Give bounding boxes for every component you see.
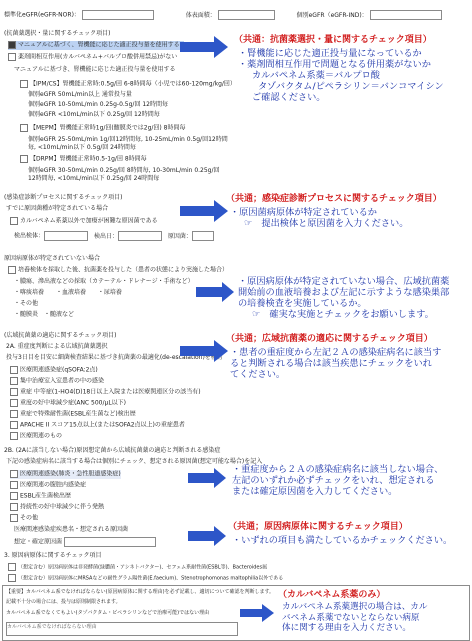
callout4-heading: （共通；広域抗菌薬の適応に関するチェック項目） [226, 334, 433, 344]
check-dose[interactable] [8, 41, 184, 50]
arrow-icon [188, 468, 228, 488]
drug-line: 個別eGFR 10-50mL/min 0.25g-0.5g/回 12時間毎 [28, 101, 168, 108]
callout1-line: カルバペネム系薬＝バルプロ酸 [252, 70, 380, 81]
severity-item[interactable] [10, 377, 104, 386]
callout1-line: ・腎機能に応じた適正投与量になっているか [238, 48, 422, 59]
reason-question-label: カルバペネム系でなくてもよい(タゾバクタム・ピペラシリンなどで治療可能)ではない理由 [6, 610, 210, 616]
callout7-line: 体に関する理由を入力ください。 [282, 623, 411, 633]
checkbox-pathogen[interactable] [10, 481, 18, 489]
callout5-body [232, 464, 443, 497]
section7-title: 【重要】カルバペネム系でなければならない(原因病原体に関する理由)を必ず記載し、適切について確認を判断します。 [6, 589, 275, 595]
section7-sub: 記載不十分の場合には、投与は原則制限されます。 [6, 599, 121, 605]
egfr-label: 標準化eGFR(eGFR-NOR)： [4, 11, 80, 19]
severity-item[interactable] [10, 410, 136, 419]
callout1-body [238, 48, 444, 103]
checkbox-pathogen[interactable] [10, 514, 18, 522]
callout3-line: ・原因病原体が特定されていない場合、広域抗菌薬 [238, 276, 450, 287]
specimen-input[interactable] [44, 231, 88, 241]
causative-item-label: （想定含む）原因病原体にMRSAなどの耐性グラム陽性菌(E.faecium)、Stenotrophomonas maltophilia以外である [18, 575, 284, 582]
manual-title: マニュアルに基づき、腎機能に応じた適正投与量を使用する [14, 66, 176, 73]
drug-ipm-label: 【IPM/CS】腎機能正常時:0.5g/回 6-8時間毎（小児では60-120mg/kg/回） [30, 80, 236, 88]
egfr-input[interactable] [82, 10, 154, 20]
checkbox-pathogen[interactable] [10, 470, 18, 478]
severity-item-label: 集中治療室入室患者の中の感染 [20, 377, 105, 385]
checkbox-dose[interactable] [8, 41, 16, 49]
checkbox-severity[interactable] [10, 388, 18, 396]
callout7-heading: （カルバペネム系薬のみ） [278, 590, 386, 600]
urine-label: ・尿培養 [97, 289, 122, 296]
section1-title: (抗菌薬選択・量に関するチェック項目) [4, 30, 111, 37]
checkbox-causative[interactable] [8, 563, 16, 571]
drug-drpm-label: 【DRPM】腎機能正常時0.5-1g/回 8時間毎 [30, 155, 147, 163]
drug-line: 個別eGFR 30-50mL/min 0.25g/回 8時間毎, 10-30mL/min 0.25g/回 12時間毎, <10mL/min以下 0.25g/回 24時間毎 [28, 167, 220, 182]
check-nonCarbapenem[interactable] [10, 217, 158, 226]
pathogen-item[interactable] [10, 514, 38, 523]
drug-drpm[interactable] [20, 155, 147, 164]
date-label: 検出日： [93, 232, 118, 240]
drug-mepm-label: 【MEPM】腎機能正常時1g/回(髄膜炎では2g/回) 8時間毎 [30, 124, 186, 132]
callout4-line: ると判断される場合は該当疾患にチェックをいれ [230, 358, 432, 369]
sputum-label: ・喀痰培養 [14, 289, 45, 296]
section4-sub2: 投与3日目を目安に細菌検査結果に基づき抗菌薬の最適化(de-escalation)を検討 [6, 354, 223, 361]
pathogen-item[interactable] [10, 470, 121, 479]
checkbox-severity[interactable] [10, 432, 18, 440]
egfr-row [4, 10, 442, 20]
section5-title: 2B. (2Aに該当しない場合)原因想定菌から広域抗菌薬の適応と判断される感染症 [4, 447, 221, 454]
checkbox-interaction[interactable] [8, 53, 16, 61]
arrow-icon [188, 526, 228, 546]
checkbox-severity[interactable] [10, 399, 18, 407]
checkbox-causative[interactable] [8, 574, 16, 582]
culture-fields [14, 231, 214, 241]
callout7-line: カルバペネム系薬選択の場合は、カル [282, 602, 428, 612]
pathogen-item-label: その他 [20, 514, 39, 522]
callout3-line: 開始前の血液培養および左記に示すような感染巣部 [238, 287, 450, 298]
pathogen-item-label: 持続性の好中球減少に伴う発熱 [20, 503, 105, 511]
indiv-egfr-input[interactable] [370, 10, 442, 20]
checkbox-mepm[interactable] [20, 124, 28, 132]
culture-sub [14, 289, 122, 297]
drug-ipm[interactable] [20, 80, 236, 89]
organism-input[interactable] [192, 231, 214, 241]
severity-item[interactable] [10, 399, 126, 408]
severity-item[interactable] [10, 366, 98, 375]
checkbox-severity[interactable] [10, 366, 18, 374]
blood-label: ・血液培養 [55, 289, 86, 296]
callout6-heading: （共通；原因病原体に関するチェック項目） [228, 522, 408, 532]
drug-mepm[interactable] [20, 124, 185, 133]
pathogen-item[interactable] [10, 492, 71, 501]
arrow-icon [180, 340, 230, 362]
pathogen-field-input[interactable] [64, 537, 156, 547]
checkbox-culture[interactable] [8, 266, 16, 274]
checkbox-pathogen[interactable] [10, 503, 18, 511]
reason-input-label: カルバペネム系でなければならない理由 [7, 624, 97, 630]
callout2-body [230, 207, 408, 229]
callout4-body [230, 347, 441, 380]
callout2-line: ☞ 提出検体と原因菌を入力ください。 [244, 218, 409, 229]
checkbox-ipm[interactable] [20, 80, 28, 88]
callout2-heading: （共通；感染症診断プロセスに関するチェック項目） [226, 194, 442, 204]
body-surface-input[interactable] [218, 10, 275, 20]
check-non-carbapenem-label: カルバペネム系薬以外で加療が困難な原因菌である [20, 217, 158, 225]
culture-sub: ・髄膜炎 ・髄液など [14, 311, 75, 318]
callout7-body [282, 602, 428, 634]
checkbox-severity[interactable] [10, 410, 18, 418]
section2-title: (感染症診断プロセスに関するチェック項目) [4, 194, 123, 201]
reason-question [6, 609, 209, 617]
severity-item-label: 重症 中等症(1-HO4(D)18日以上入院または医療関連区分の該当有) [20, 388, 201, 396]
severity-item-label: 重症で特殊耐性菌(ESBL産生菌など)検出歴 [20, 410, 136, 418]
callout3-line: ☞ 確実な実施とチェックをお願いします。 [252, 309, 434, 320]
culture-sub: ・その他 [14, 300, 39, 307]
severity-item-label: APACHE II スコア15点以上(またはSOFA2点以上)の重症患者 [20, 421, 185, 429]
check-interaction[interactable] [8, 53, 177, 62]
checkbox-severity[interactable] [10, 377, 18, 385]
callout6-body [232, 535, 452, 546]
date-input[interactable] [118, 231, 162, 241]
severity-item[interactable] [10, 388, 201, 397]
callout4-line: ・患者の重症度から左記２Ａの感染症病名に該当す [230, 347, 442, 358]
drug-line: 個別eGFR <10mL/min以下 0.25g/回 12時間毎 [28, 111, 160, 118]
checkbox-pathogen[interactable] [10, 492, 18, 500]
callout1-heading: （共通：抗菌薬選択・量に関するチェック項目） [234, 35, 432, 45]
arrow-icon [180, 200, 230, 222]
pathogen-field-label: 想定・確定原因菌 [14, 538, 63, 546]
indiv-egfr-label: 個別eGFR（eGFR-IND)： [296, 11, 368, 19]
checkbox-drpm[interactable] [20, 155, 28, 163]
reason-input[interactable] [6, 622, 238, 636]
checkbox-severity[interactable] [10, 421, 18, 429]
callout7-line: バペネム系薬でないとならない病原 [282, 612, 420, 623]
severity-item[interactable] [10, 421, 185, 430]
severity-item-label: 医療関連感染症(qSOFA:2点) [20, 366, 98, 374]
severity-item-label: 医療関連のもの [20, 432, 63, 440]
pathogen-item-label: 医療関連感染(肺炎・急性胆道感染症) [20, 470, 121, 478]
callout1-line: タゾバクタム/ピペラシリン＝バンコマイシン [258, 81, 444, 92]
causative-item-label: （想定含む）原因病原体は非発酵菌(緑膿菌・アシネトバクター)、セフェム系耐性菌(ESBL等)、Bacteroides属 [18, 564, 268, 571]
section6-title: 3. 原因病原体に関するチェック項目 [4, 552, 102, 559]
body-surface-label: 体表面積： [185, 11, 216, 19]
callout2-line: ・原因菌病原体が特定されているか [230, 207, 377, 218]
culture-item-label: 培養検体を採取した後、抗菌薬を投与した（患者の状態により実施した場合） [18, 266, 229, 274]
callout4-line: てください。 [230, 369, 286, 380]
section2-sub: すでに原因菌種が特定されている場合 [6, 205, 109, 212]
callout5-line: ・重症度から２Ａの感染症病名に該当しない場合、 [232, 464, 444, 475]
severity-item[interactable] [10, 432, 62, 441]
callout1-line: ご確認ください。 [252, 92, 326, 103]
arrow-icon [180, 36, 230, 58]
organism-label: 原因菌： [167, 232, 192, 240]
causative-item[interactable] [8, 574, 283, 583]
specimen-label: 検出検体： [14, 232, 45, 240]
pathogen-item-label: ESBL産生菌検出歴 [20, 492, 72, 500]
section3-title: 原因病原体が特定されていない場合 [4, 255, 101, 262]
check-interaction-label: 薬剤間相互作用(カルバペネム+バルプロ酸併用禁忌)がない [18, 53, 178, 61]
pathogen-item[interactable] [10, 481, 86, 490]
callout5-line: 左記のいずれか必ずチェックをいれ、想定される [232, 475, 435, 486]
culture-sub: ・膿瘍、滲出液などの採取（カテーテル・ドレナージ・手術など） [14, 278, 194, 285]
check-dose-label: マニュアルに基づく、腎機能に応じた適正投与量を使用する [18, 41, 180, 49]
callout3-body [238, 276, 449, 320]
severity-item-label: 重度の好中球減少症(ANC 500/μL以下) [20, 399, 127, 407]
callout6-line: ・いずれの項目も満たしているかチェックください。 [232, 535, 453, 546]
checkbox-non-carbapenem[interactable] [10, 217, 18, 225]
drug-line: 個別eGFR 50mL/min以上 通常投与量 [28, 91, 132, 98]
section5-sub: 下記の感染症病名に該当する場合は個別にチェック、想定される原因菌(想定可能な場合)を記入 [6, 458, 263, 465]
callout5-line: または確定原因菌を入力してください。 [232, 486, 398, 497]
callout3-line: の培養検査を実施しているか。 [238, 298, 367, 309]
pathogen-item[interactable] [10, 503, 104, 512]
section4-sub1: 2A. 重症度判断による広域抗菌薬選択 [6, 343, 108, 350]
section4-title: (広域抗菌薬の適応に関するチェック項目) [4, 332, 117, 339]
pathogen-field [14, 537, 156, 547]
pathogen-item-label: 医療関連の腹腔内感染症 [20, 481, 87, 489]
arrow-icon [240, 604, 276, 622]
callout1-line: ・薬剤間相互作用で問題となる併用薬がないか [238, 59, 431, 70]
causative-item[interactable] [8, 563, 267, 572]
drug-line: 個別eGFR 25-50mL/min 1g/回12時間毎, 10-25mL/min 0.5g/回12時間毎, <10mL/min以下 0.5g/回 24時間毎 [28, 136, 228, 151]
section5-footer-title: 医療関連感染症疾患名・想定される原因菌 [14, 526, 129, 533]
culture-item[interactable] [8, 266, 228, 275]
arrow-icon [196, 282, 236, 302]
